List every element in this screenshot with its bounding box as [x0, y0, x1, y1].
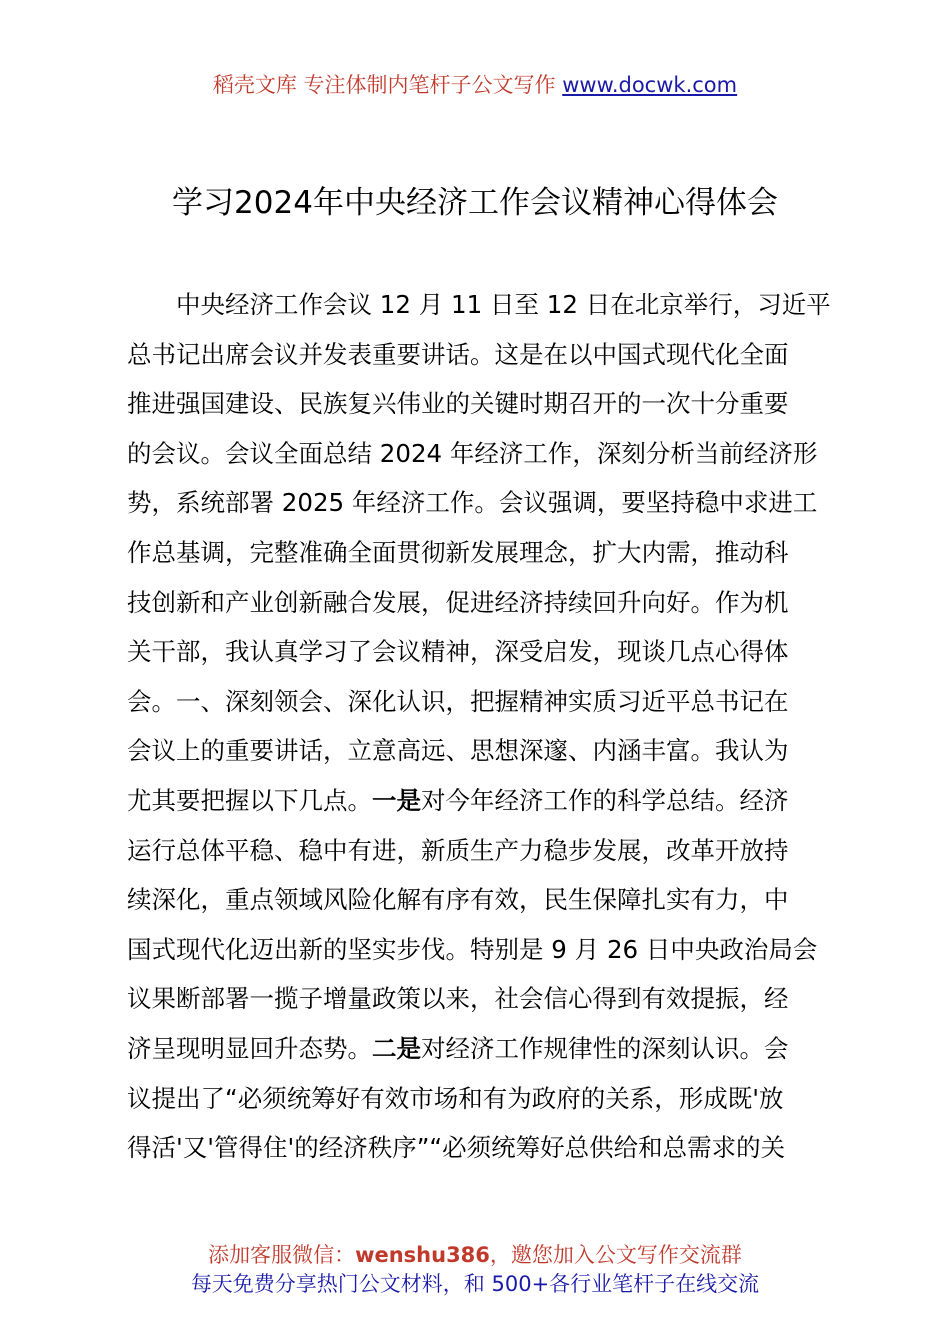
- emphasis-yishi: 一是: [372, 785, 421, 815]
- body-line: 推进强国建设、民族复兴伟业的关键时期召开的一次十分重要: [127, 389, 789, 419]
- header-brand: 稻壳文库 专注体制内笔杆子公文写作: [212, 73, 563, 97]
- footer-wechat-id: wenshu386: [355, 1243, 490, 1267]
- document-body: [127, 280, 847, 1173]
- body-line: 势，系统部署 2025 年经济工作。会议强调，要坚持稳中求进工: [127, 488, 818, 518]
- body-line-text: 济呈现明显回升态势。: [127, 1033, 372, 1063]
- body-line: [127, 1024, 847, 1074]
- body-line: 议果断部署一揽子增量政策以来，社会信心得到有效提振，经: [127, 984, 789, 1014]
- body-line-text: 对经济工作规律性的深刻认识。会: [421, 1033, 789, 1063]
- footer-wechat-label: 添加客服微信：: [208, 1243, 356, 1267]
- body-line: 得活'又'管得住'的经济秩序”“必须统筹好总供给和总需求的关: [127, 1133, 786, 1163]
- footer-invite-text: ，邀您加入公文写作交流群: [489, 1243, 742, 1267]
- body-line: 议提出了“必须统筹好有效市场和有为政府的关系，形成既'放: [127, 1083, 784, 1113]
- body-line: 运行总体平稳、稳中有进，新质生产力稳步发展，改革开放持: [127, 835, 789, 865]
- body-line: 会。一、深刻领会、深化认识，把握精神实质习近平总书记在: [127, 686, 789, 716]
- body-line: 续深化，重点领域风险化解有序有效，民生保障扎实有力，中: [127, 885, 789, 915]
- body-line: 中央经济工作会议 12 月 11 日至 12 日在北京举行，习近平: [176, 290, 831, 319]
- header-url-link[interactable]: www.docwk.com: [562, 73, 738, 97]
- footer-banner: [0, 1241, 950, 1299]
- footer-line-2: 每天免费分享热门公文材料，和 500+各行业笔杆子在线交流: [190, 1272, 760, 1296]
- body-line: 会议上的重要讲话，立意高远、思想深邃、内涵丰富。我认为: [127, 736, 789, 766]
- body-line: 的会议。会议全面总结 2024 年经济工作，深刻分析当前经济形: [127, 438, 818, 468]
- body-line: 关干部，我认真学习了会议精神，深受启发，现谈几点心得体: [127, 637, 789, 667]
- body-line: [127, 776, 847, 826]
- body-line: 总书记出席会议并发表重要讲话。这是在以中国式现代化全面: [127, 339, 789, 369]
- document-title: 学习2024年中央经济工作会议精神心得体会: [172, 185, 778, 221]
- footer-line-1: [0, 1241, 950, 1270]
- body-line: 技创新和产业创新融合发展，促进经济持续回升向好。作为机: [127, 587, 789, 617]
- body-line-text: 对今年经济工作的科学总结。经济: [421, 785, 789, 815]
- header-banner: [0, 70, 950, 100]
- body-line: 作总基调，完整准确全面贯彻新发展理念，扩大内需，推动科: [127, 537, 789, 567]
- body-line-text: 尤其要把握以下几点。: [127, 785, 372, 815]
- body-line: 国式现代化迈出新的坚实步伐。特别是 9 月 26 日中央政治局会: [127, 934, 818, 964]
- emphasis-ershi: 二是: [372, 1033, 421, 1063]
